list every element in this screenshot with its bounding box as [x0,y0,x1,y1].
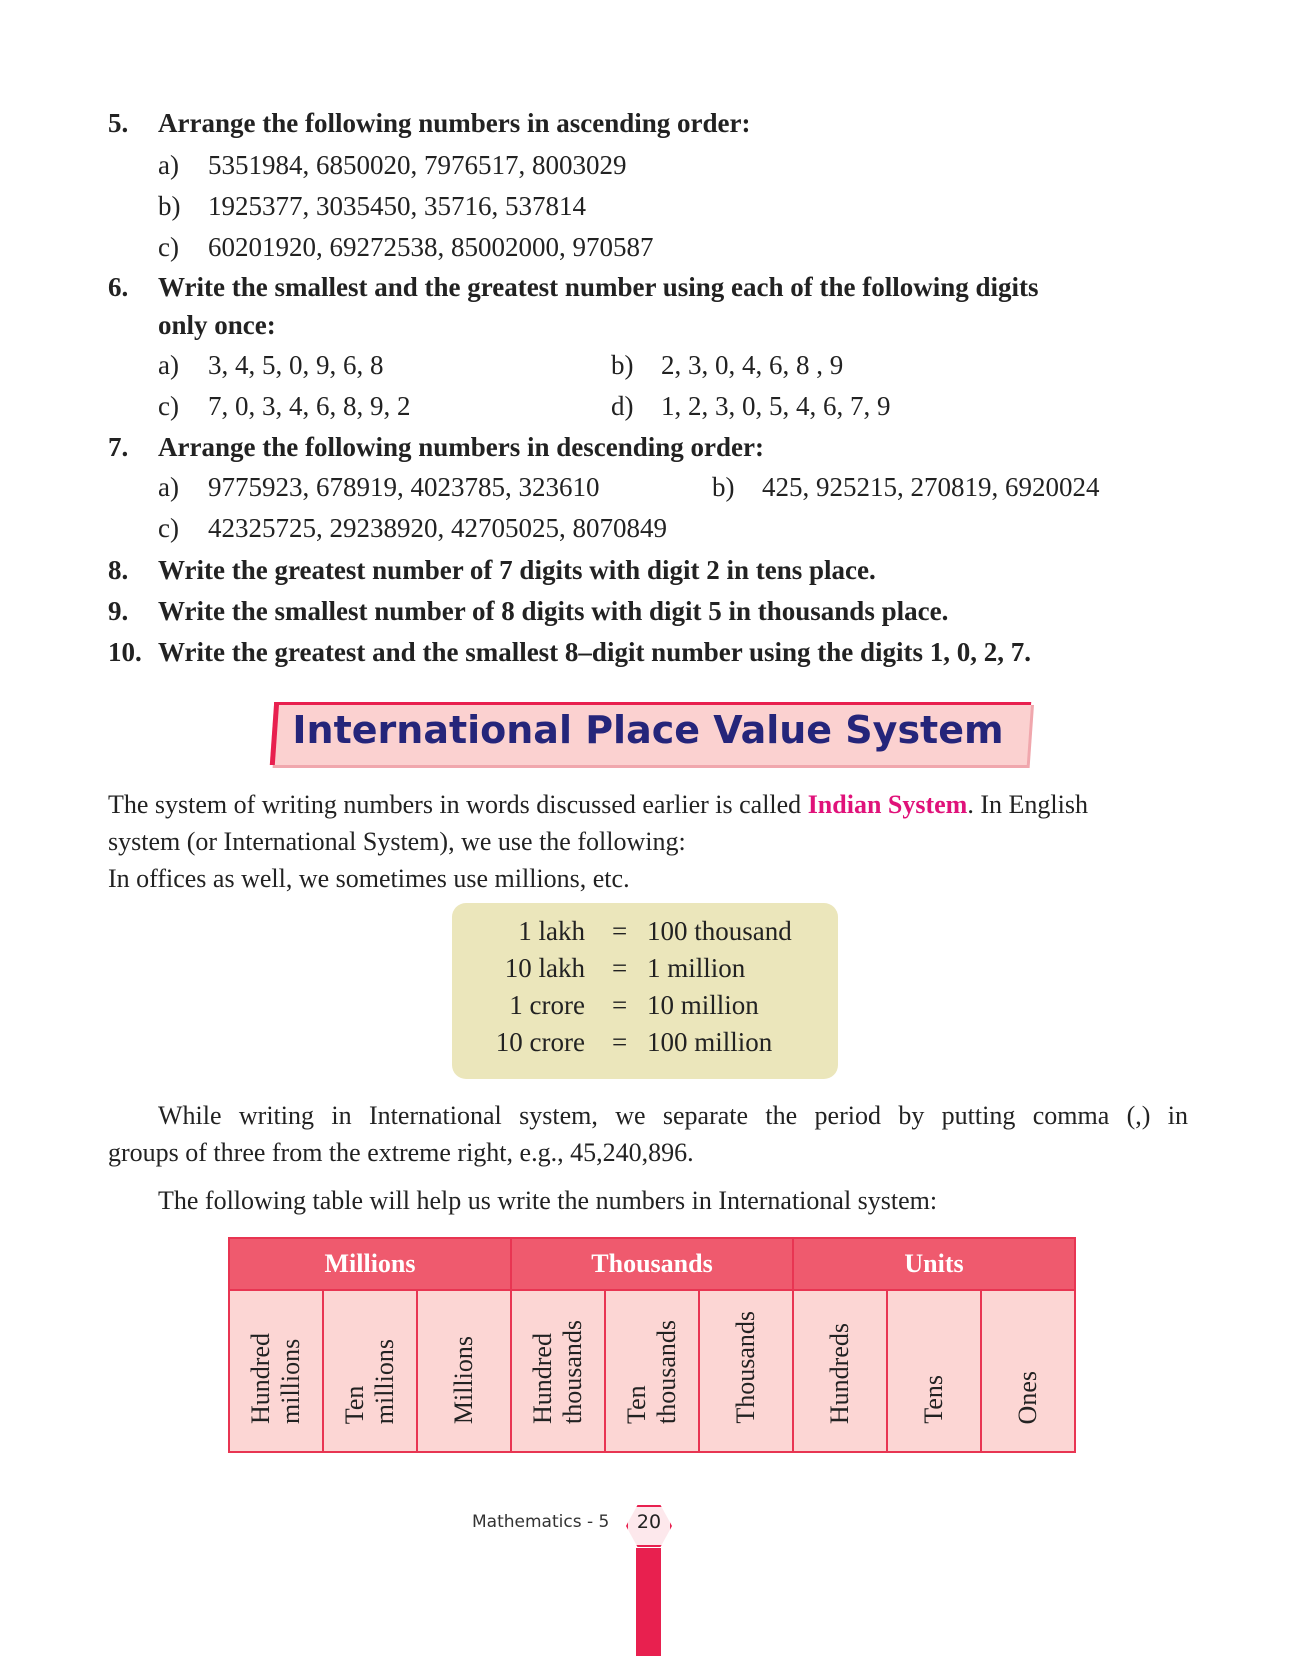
intro-paragraph [108,786,1188,897]
column-label: Ten thousands [622,1320,681,1424]
column-label: Millions [449,1335,478,1424]
column-label: Ones [1013,1370,1042,1424]
option [158,191,586,222]
option-label: a) [158,150,179,180]
conversion-right: 1 million [647,953,746,983]
column-cell [417,1290,511,1452]
option-label: a) [158,472,179,502]
question-6 [108,272,1038,303]
equals-sign: = [612,990,628,1020]
option-text: 42325725, 29238920, 42705025, 8070849 [208,513,667,543]
option [611,391,891,422]
option [158,232,654,263]
column-cell [793,1290,887,1452]
option-label: b) [712,472,735,502]
comma-line-1: While writing in International system, we separate the period by putting comma (,) in [158,1101,1188,1130]
question-text: Arrange the following numbers in ascending order: [158,108,751,138]
question-text: Arrange the following numbers in descending order: [158,432,764,462]
column-label: Ten millions [340,1338,399,1424]
equals-sign: = [612,953,628,983]
option [158,472,600,503]
option [611,350,843,381]
table-group-row [229,1238,1075,1290]
option-text: 9775923, 678919, 4023785, 323610 [208,472,600,502]
option [712,472,1100,503]
conversion-right: 100 thousand [647,916,792,946]
group-thousands: Thousands [511,1238,793,1290]
section-heading: International Place Value System [292,708,1004,752]
question-5 [108,108,750,139]
question-number: 5. [108,108,129,138]
question-10 [108,637,1031,668]
comma-line-2: groups of three from the extreme right, e.g., 45,240,896. [108,1138,694,1167]
conversion-left: 1 crore [509,990,585,1020]
comma-paragraph [108,1097,1188,1171]
option [158,350,384,381]
conversion-right: 100 million [647,1027,773,1057]
option-label: c) [158,391,179,421]
conversion-left: 10 crore [495,1027,585,1057]
column-label: Hundreds [825,1322,854,1424]
option-label: c) [158,513,179,543]
column-label: Tens [919,1375,948,1424]
indian-system-highlight: Indian System [807,790,968,819]
group-units: Units [793,1238,1075,1290]
equals-sign: = [612,1027,628,1057]
table-intro: The following table will help us write the numbers in International system: [158,1186,938,1215]
conversion-left: 1 lakh [518,916,585,946]
option-text: 5351984, 6850020, 7976517, 8003029 [208,150,627,180]
option-label: d) [611,391,634,421]
option-text: 425, 925215, 270819, 6920024 [762,472,1100,502]
book-title: Mathematics - 5 [472,1512,610,1532]
column-cell [887,1290,981,1452]
intro-line-2: system (or International System), we use the following: [108,827,686,856]
column-cell [699,1290,793,1452]
option-label: c) [158,232,179,262]
option-label: b) [158,191,181,221]
intro-text-end: . In English [967,790,1088,819]
question-number: 6. [108,272,129,302]
conversion-right: 10 million [647,990,759,1020]
option-text: 60201920, 69272538, 85002000, 970587 [208,232,654,262]
column-label: Hundred thousands [528,1320,587,1424]
equals-sign: = [612,916,628,946]
option-text: 1925377, 3035450, 35716, 537814 [208,191,586,221]
question-number: 7. [108,432,129,462]
question-9 [108,596,948,627]
table-column-row [229,1290,1075,1452]
question-7 [108,432,764,463]
option-label: b) [611,350,634,380]
column-cell [605,1290,699,1452]
group-millions: Millions [229,1238,511,1290]
option [158,391,411,422]
question-number: 9. [108,596,129,626]
column-cell [323,1290,417,1452]
option-text: 2, 3, 0, 4, 6, 8 , 9 [661,350,844,380]
conversion-left: 10 lakh [504,953,585,983]
column-label: Hundred millions [246,1333,305,1424]
question-8 [108,555,876,586]
question-text: Write the smallest and the greatest number using each of the following digits [158,272,1039,302]
column-cell [511,1290,605,1452]
intro-text: The system of writing numbers in words discussed earlier is called [108,790,802,819]
option-label: a) [158,350,179,380]
option [158,150,627,181]
option-text: 7, 0, 3, 4, 6, 8, 9, 2 [208,391,411,421]
option [158,513,667,544]
question-text: Write the greatest number of 7 digits with digit 2 in tens place. [158,555,876,585]
column-label: Thousands [731,1311,760,1424]
question-text-continued: only once: [158,310,276,340]
page-number: 20 [636,1511,662,1533]
column-cell [981,1290,1075,1452]
column-cell [229,1290,323,1452]
option-text: 3, 4, 5, 0, 9, 6, 8 [208,350,384,380]
question-text: Write the greatest and the smallest 8–digit number using the digits 1, 0, 2, 7. [158,637,1032,667]
page-marker-bar [636,1548,661,1656]
option-text: 1, 2, 3, 0, 5, 4, 6, 7, 9 [661,391,891,421]
intro-line-3: In offices as well, we sometimes use millions, etc. [108,864,630,893]
place-value-table [228,1237,1076,1453]
question-number: 8. [108,555,129,585]
question-number: 10. [108,637,142,667]
question-text: Write the smallest number of 8 digits with digit 5 in thousands place. [158,596,949,626]
